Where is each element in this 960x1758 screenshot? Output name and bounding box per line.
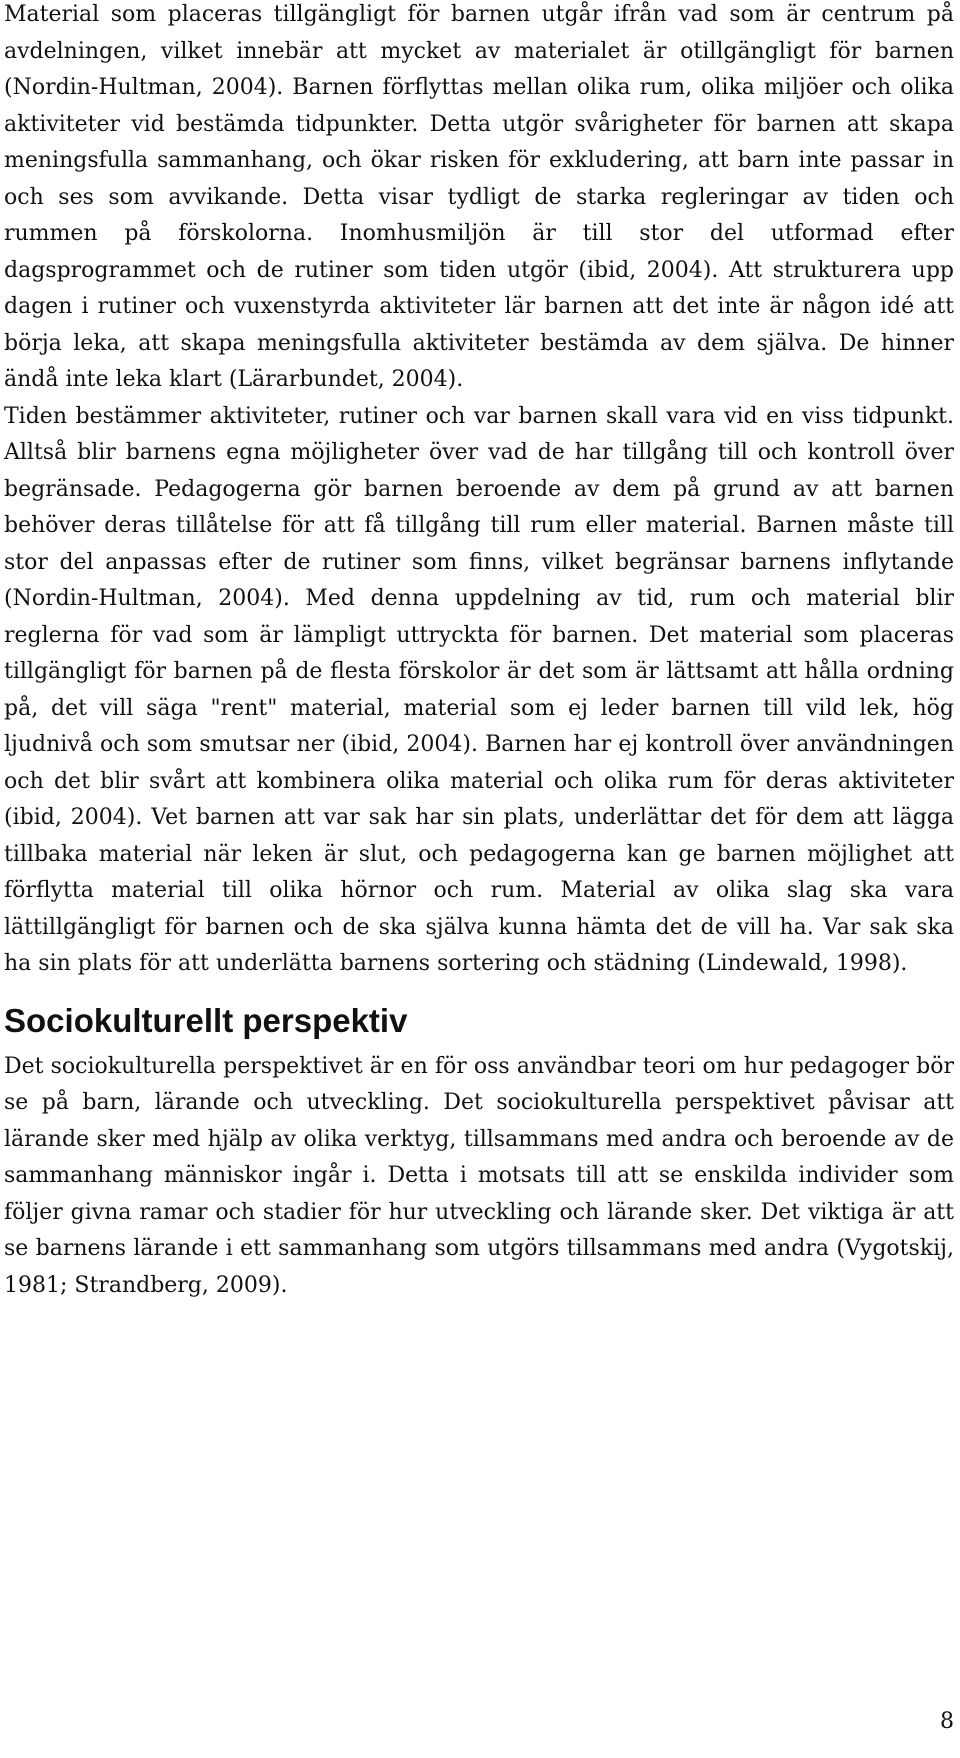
page-number: 8 — [940, 1709, 954, 1734]
body-paragraph: Det sociokulturella perspektivet är en för oss användbar teori om hur pedagoger bör se på barn, lärande och utveckling. Det sociokulturella perspektivet påvisar att lärande sker med hjälp av olika verktyg, tillsammans med andra och beroende av de sammanhang människor ingår i. Detta i motsats till att se enskilda individer som följer givna ramar och stadier för hur utveckling och lärande sker. Det viktiga är att se barnens lärande i ett sammanhang som utgörs tillsammans med andra (Vygotskij, 1981; Strandberg, 2009). — [4, 1053, 954, 1298]
body-paragraph: Material som placeras tillgängligt för barnen utgår ifrån vad som är centrum på avdelningen, vilket innebär att mycket av materialet är otillgängligt för barnen (Nordin-Hultman, 2004). Barnen förflyttas mellan olika rum, olika miljöer och olika aktiviteter vid bestämda tidpunkter. Detta utgör svårigheter för barnen att skapa meningsfulla sammanhang, och ökar risken för exkludering, att barn inte passar in och ses som avvikande. Detta visar tydligt de starka regleringar av tiden och rummen på förskolorna. Inomhusmiljön är till stor del utformad efter dagsprogrammet och de rutiner som tiden utgör (ibid, 2004). Att strukturera upp dagen i rutiner och vuxenstyrda aktiviteter lär barnen att det inte är någon idé att börja leka, att skapa meningsfulla aktiviteter bestämda av dem själva. De hinner ändå inte leka klart (Lärarbundet, 2004). — [4, 2, 954, 392]
body-paragraph: Tiden bestämmer aktiviteter, rutiner och var barnen skall vara vid en viss tidpunkt. Alltså blir barnens egna möjligheter över vad de har tillgång till och kontroll över begränsade. Pedagogerna gör barnen beroende av dem på grund av att barnen behöver deras tillåtelse för att få tillgång till rum eller material. Barnen måste till stor del anpassas efter de rutiner som finns, vilket begränsar barnens inflytande (Nordin-Hultman, 2004). Med denna uppdelning av tid, rum och material blir reglerna för vad som är lämpligt uttryckta för barnen. Det material som placeras tillgängligt för barnen på de flesta förskolor är det som är lättsamt att hålla ordning på, det vill säga "rent" material, material som ej leder barnen till vild lek, hög ljudnivå och som smutsar ner (ibid, 2004). Barnen har ej kontroll över användningen och det blir svårt att kombinera olika material och olika rum för deras aktiviteter (ibid, 2004). Vet barnen att var sak har sin plats, underlättar det för dem att lägga tillbaka material när leken är slut, och pedagogerna kan ge barnen möjlighet att förflytta material till olika hörnor och rum. Material av olika slag ska vara lättillgängligt för barnen och de ska själva kunna hämta det de vill ha. Var sak ska ha sin plats för att underlätta barnens sortering och städning (Lindewald, 1998). — [4, 403, 954, 976]
section-heading: Sociokulturellt perspektiv — [4, 1001, 408, 1039]
document-page — [4, 0, 954, 1304]
